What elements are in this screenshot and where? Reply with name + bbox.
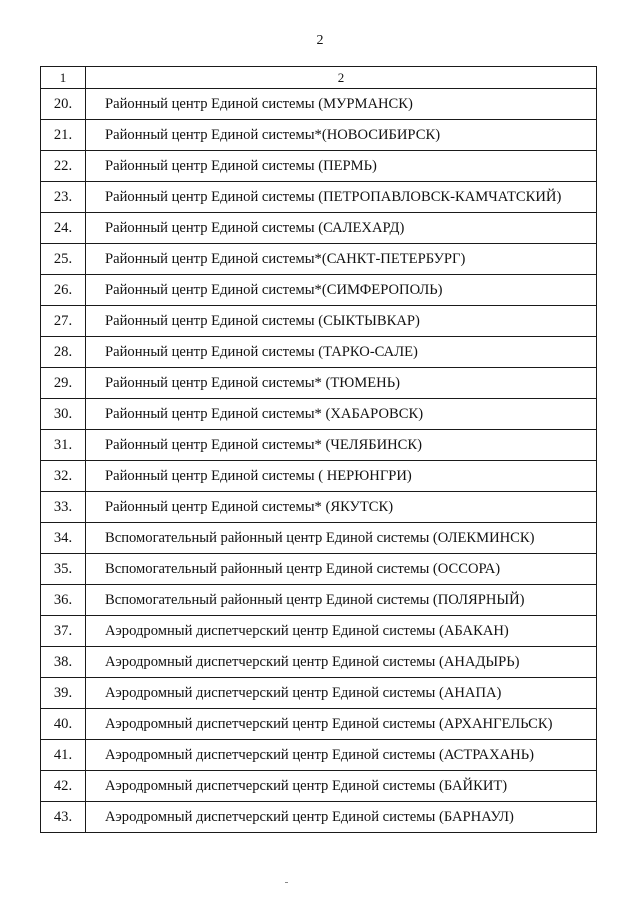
table-row <box>41 430 597 461</box>
facility-name-cell: Районный центр Единой системы* (ТЮМЕНЬ) <box>86 368 597 399</box>
facility-name-cell: Вспомогательный районный центр Единой системы (ПОЛЯРНЫЙ) <box>86 585 597 616</box>
row-number-cell: 28. <box>41 337 86 368</box>
facility-name-cell: Районный центр Единой системы*(САНКТ-ПЕТЕРБУРГ) <box>86 244 597 275</box>
table-row <box>41 399 597 430</box>
table-row <box>41 337 597 368</box>
facility-name-cell: Вспомогательный районный центр Единой системы (ОЛЕКМИНСК) <box>86 523 597 554</box>
table-header-row <box>41 67 597 89</box>
facility-name-cell: Районный центр Единой системы*(НОВОСИБИРСК) <box>86 120 597 151</box>
facility-name-cell: Районный центр Единой системы* (ЯКУТСК) <box>86 492 597 523</box>
facility-name-cell: Аэродромный диспетчерский центр Единой системы (АНАПА) <box>86 678 597 709</box>
table-row <box>41 585 597 616</box>
facility-name-cell: Аэродромный диспетчерский центр Единой системы (БАРНАУЛ) <box>86 802 597 833</box>
row-number-cell: 30. <box>41 399 86 430</box>
row-number-cell: 35. <box>41 554 86 585</box>
table-row <box>41 120 597 151</box>
row-number-cell: 42. <box>41 771 86 802</box>
facility-name-cell: Районный центр Единой системы ( НЕРЮНГРИ) <box>86 461 597 492</box>
row-number-cell: 27. <box>41 306 86 337</box>
table-row <box>41 151 597 182</box>
table-row <box>41 647 597 678</box>
row-number-cell: 36. <box>41 585 86 616</box>
table-row <box>41 771 597 802</box>
facility-name-cell: Районный центр Единой системы (СЫКТЫВКАР) <box>86 306 597 337</box>
facility-name-cell: Районный центр Единой системы* (ЧЕЛЯБИНСК) <box>86 430 597 461</box>
row-number-cell: 33. <box>41 492 86 523</box>
table-row <box>41 306 597 337</box>
facility-name-cell: Вспомогательный районный центр Единой системы (ОССОРА) <box>86 554 597 585</box>
table-row <box>41 802 597 833</box>
facility-name-cell: Районный центр Единой системы*(СИМФЕРОПОЛЬ) <box>86 275 597 306</box>
page-number: 2 <box>316 33 324 48</box>
table-row <box>41 461 597 492</box>
row-number-cell: 31. <box>41 430 86 461</box>
facilities-table <box>40 66 597 833</box>
table-row <box>41 492 597 523</box>
row-number-cell: 25. <box>41 244 86 275</box>
facility-name-cell: Аэродромный диспетчерский центр Единой системы (АНАДЫРЬ) <box>86 647 597 678</box>
row-number-cell: 22. <box>41 151 86 182</box>
facility-name-cell: Районный центр Единой системы (ТАРКО-САЛЕ) <box>86 337 597 368</box>
facility-name-cell: Аэродромный диспетчерский центр Единой системы (АБАКАН) <box>86 616 597 647</box>
table-row <box>41 213 597 244</box>
row-number-cell: 43. <box>41 802 86 833</box>
facility-name-cell: Аэродромный диспетчерский центр Единой системы (БАЙКИТ) <box>86 771 597 802</box>
facility-name-cell: Районный центр Единой системы* (ХАБАРОВСК) <box>86 399 597 430</box>
facility-name-cell: Аэродромный диспетчерский центр Единой системы (АРХАНГЕЛЬСК) <box>86 709 597 740</box>
row-number-cell: 24. <box>41 213 86 244</box>
row-number-cell: 34. <box>41 523 86 554</box>
header-cell-name: 2 <box>86 67 597 89</box>
table-row <box>41 740 597 771</box>
table-row <box>41 275 597 306</box>
table-row <box>41 368 597 399</box>
row-number-cell: 23. <box>41 182 86 213</box>
row-number-cell: 26. <box>41 275 86 306</box>
row-number-cell: 40. <box>41 709 86 740</box>
table-row <box>41 523 597 554</box>
facility-name-cell: Районный центр Единой системы (САЛЕХАРД) <box>86 213 597 244</box>
table-row <box>41 89 597 120</box>
row-number-cell: 39. <box>41 678 86 709</box>
row-number-cell: 41. <box>41 740 86 771</box>
row-number-cell: 32. <box>41 461 86 492</box>
facility-name-cell: Районный центр Единой системы (ПЕТРОПАВЛОВСК-КАМЧАТСКИЙ) <box>86 182 597 213</box>
table-row <box>41 709 597 740</box>
table-row <box>41 616 597 647</box>
header-cell-number: 1 <box>41 67 86 89</box>
table-row <box>41 182 597 213</box>
row-number-cell: 21. <box>41 120 86 151</box>
scan-mark <box>285 882 288 883</box>
row-number-cell: 20. <box>41 89 86 120</box>
row-number-cell: 29. <box>41 368 86 399</box>
row-number-cell: 37. <box>41 616 86 647</box>
table-row <box>41 554 597 585</box>
table-row <box>41 678 597 709</box>
facility-name-cell: Аэродромный диспетчерский центр Единой системы (АСТРАХАНЬ) <box>86 740 597 771</box>
row-number-cell: 38. <box>41 647 86 678</box>
facility-name-cell: Районный центр Единой системы (ПЕРМЬ) <box>86 151 597 182</box>
table-row <box>41 244 597 275</box>
facility-name-cell: Районный центр Единой системы (МУРМАНСК) <box>86 89 597 120</box>
